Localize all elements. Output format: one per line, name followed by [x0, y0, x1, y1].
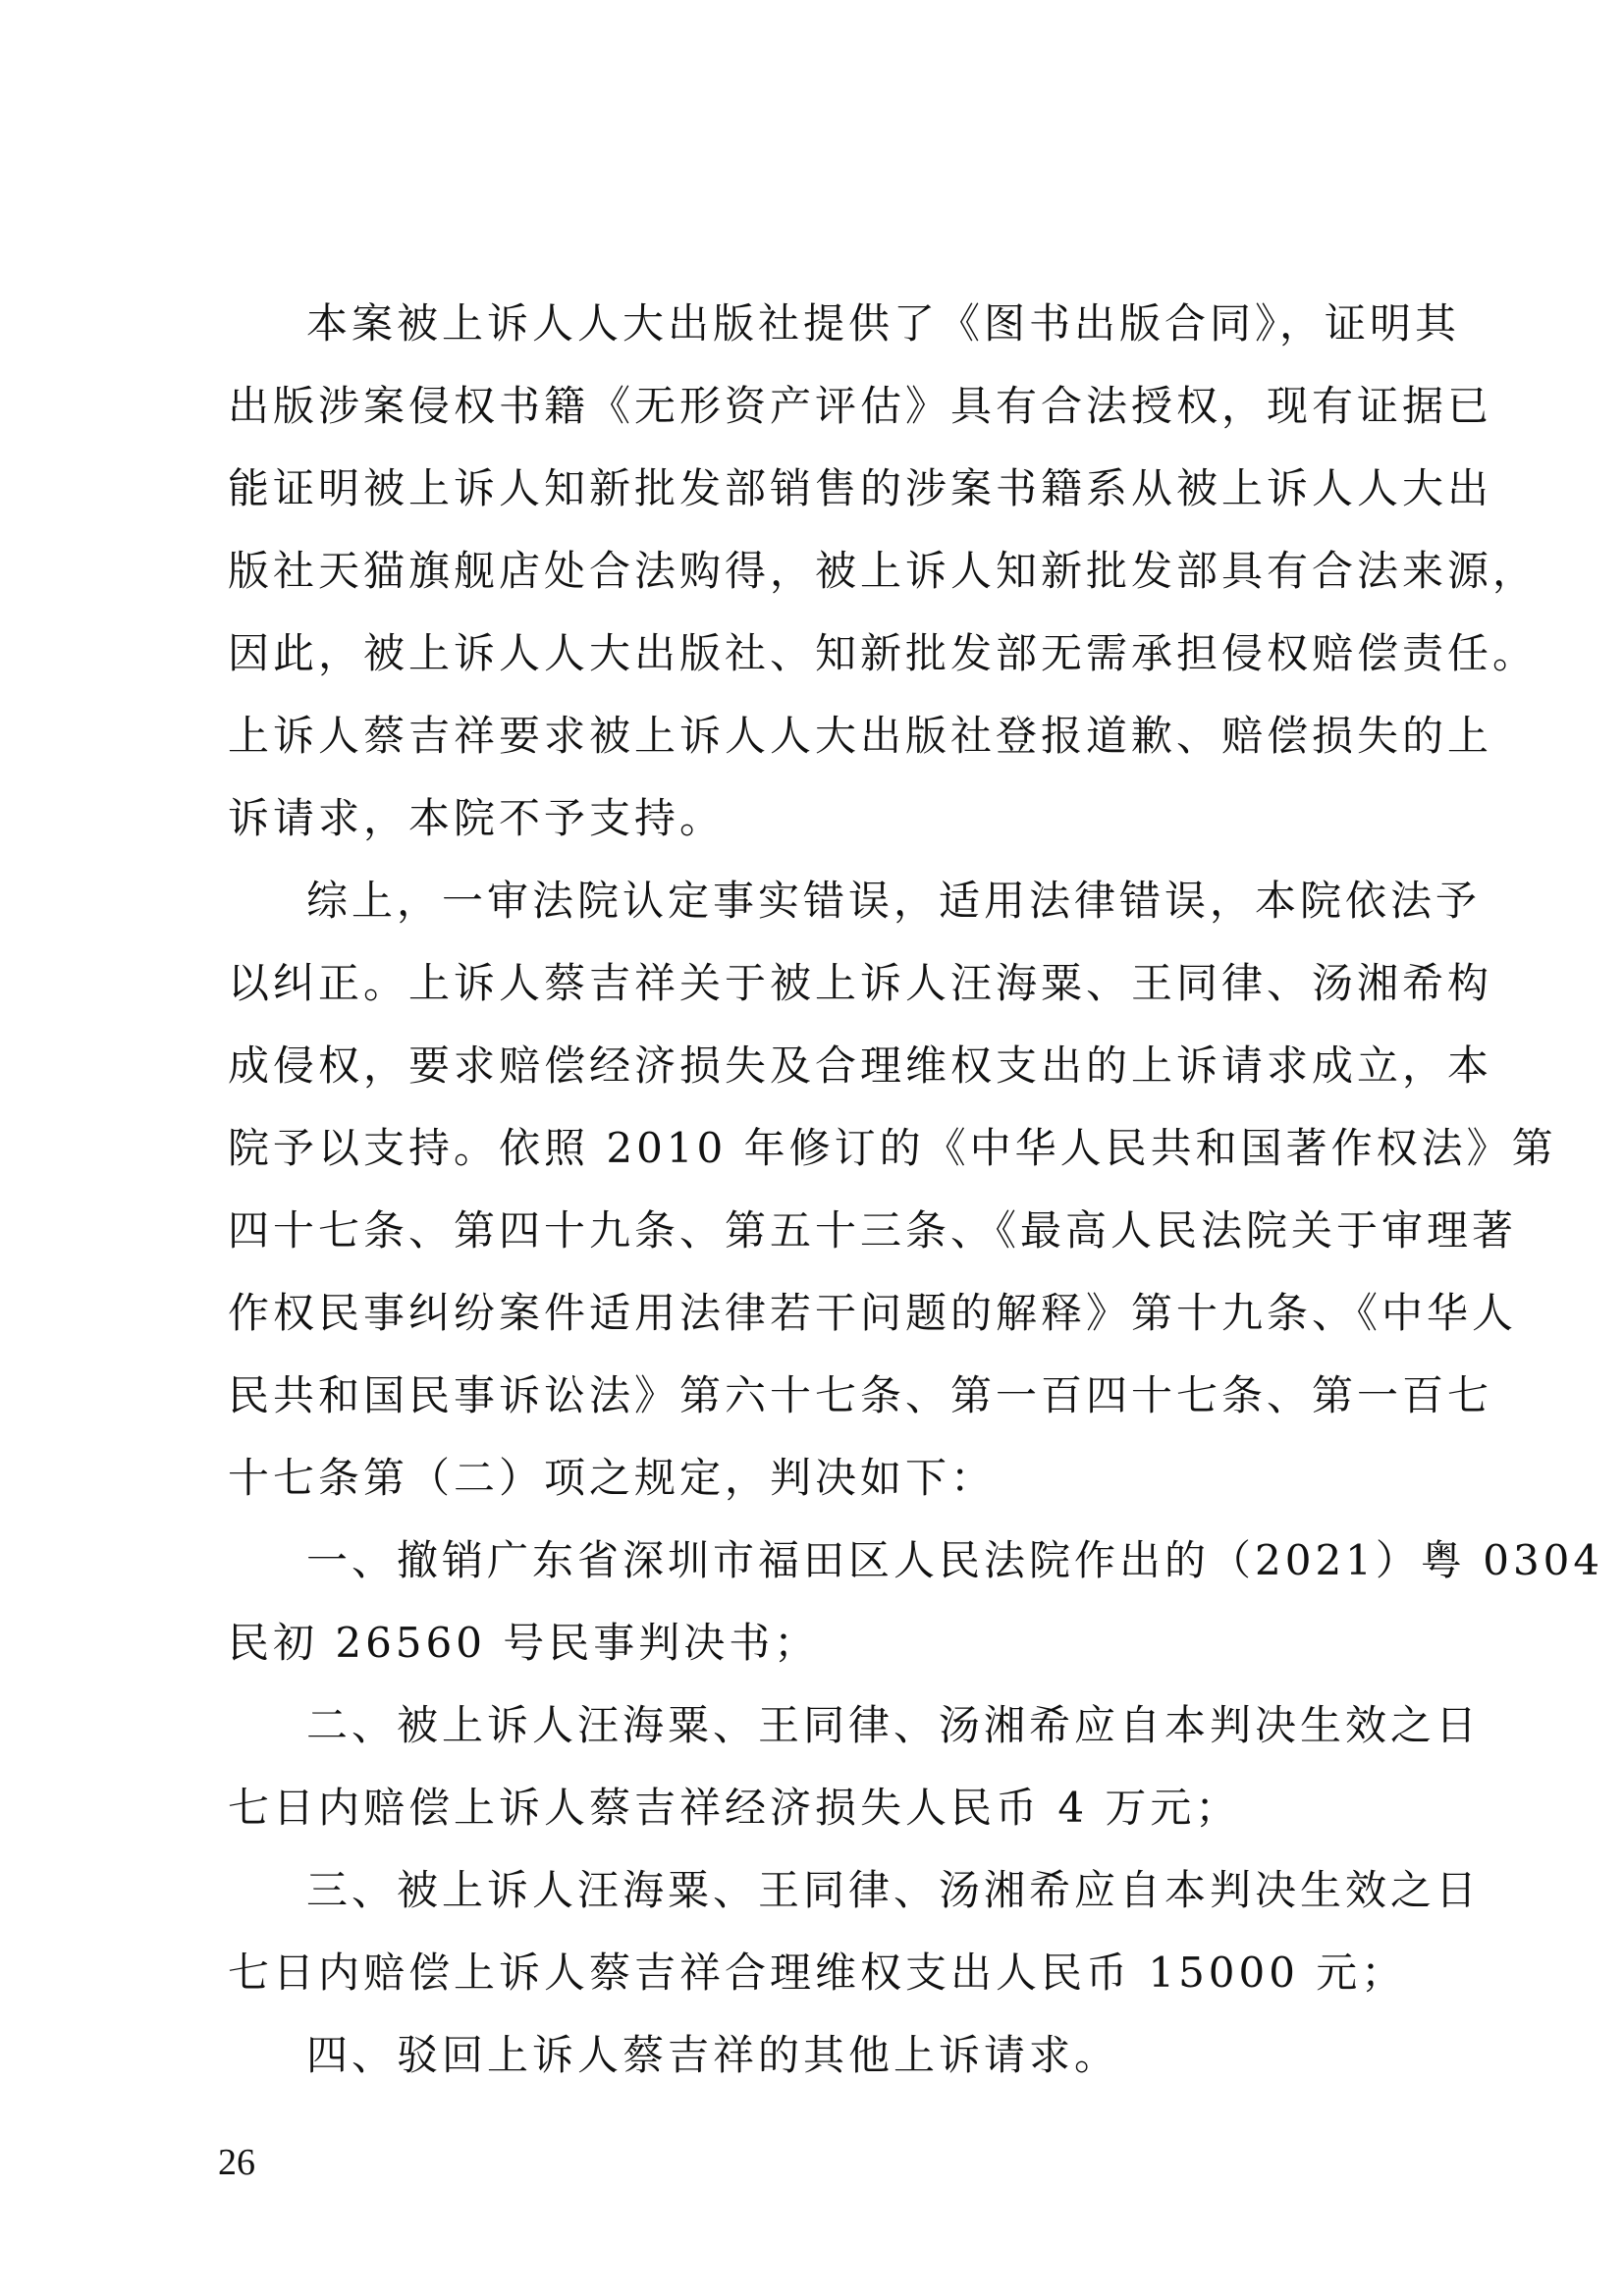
paragraph-1-line-6: 上诉人蔡吉祥要求被上诉人人大出版社登报道歉、赔偿损失的上: [228, 712, 1493, 760]
judgment-item-1-line-1: 一、撤销广东省深圳市福田区人民法院作出的（2021）粤 0304: [306, 1536, 1604, 1584]
judgment-item-3-line-2: 七日内赔偿上诉人蔡吉祥合理维权支出人民币 15000 元；: [228, 1949, 1407, 1997]
page-number: 26: [218, 2142, 255, 2183]
paragraph-2-line-8: 十七条第（二）项之规定，判决如下：: [228, 1454, 997, 1502]
paragraph-1-line-5: 因此，被上诉人人大出版社、知新批发部无需承担侵权赔偿责任。: [228, 629, 1539, 677]
judgment-item-4-line-1: 四、驳回上诉人蔡吉祥的其他上诉请求。: [306, 2031, 1120, 2079]
paragraph-2-line-7: 民共和国民事诉讼法》第六十七条、第一百四十七条、第一百七: [228, 1371, 1493, 1419]
judgment-item-2-line-2: 七日内赔偿上诉人蔡吉祥经济损失人民币 4 万元；: [228, 1784, 1241, 1832]
paragraph-2-line-5: 四十七条、第四十九条、第五十三条、《最高人民法院关于审理著: [228, 1206, 1518, 1255]
paragraph-1-line-2: 出版涉案侵权书籍《无形资产评估》具有合法授权，现有证据已: [228, 382, 1493, 430]
paragraph-2-line-1: 综上，一审法院认定事实错误，适用法律错误，本院依法予: [306, 877, 1482, 925]
paragraph-1-line-1: 本案被上诉人人大出版社提供了《图书出版合同》，证明其: [306, 299, 1461, 347]
paragraph-2-line-3: 成侵权，要求赔偿经济损失及合理维权支出的上诉请求成立，本: [228, 1041, 1493, 1090]
judgment-item-1-line-2: 民初 26560 号民事判决书；: [228, 1619, 820, 1667]
judgment-item-3-line-1: 三、被上诉人汪海粟、王同律、汤湘希应自本判决生效之日: [306, 1866, 1482, 1914]
paragraph-1-line-4: 版社天猫旗舰店处合法购得，被上诉人知新批发部具有合法来源，: [228, 547, 1539, 595]
paragraph-2-line-6: 作权民事纠纷案件适用法律若干问题的解释》第十九条、《中华人: [228, 1289, 1518, 1337]
judgment-item-2-line-1: 二、被上诉人汪海粟、王同律、汤湘希应自本判决生效之日: [306, 1701, 1482, 1749]
paragraph-1-line-7: 诉请求，本院不予支持。: [228, 794, 726, 842]
paragraph-1-line-3: 能证明被上诉人知新批发部销售的涉案书籍系从被上诉人人大出: [228, 464, 1493, 512]
paragraph-2-line-2: 以纠正。上诉人蔡吉祥关于被上诉人汪海粟、王同律、汤湘希构: [228, 959, 1493, 1007]
paragraph-2-line-4: 院予以支持。依照 2010 年修订的《中华人民共和国著作权法》第: [228, 1124, 1557, 1172]
